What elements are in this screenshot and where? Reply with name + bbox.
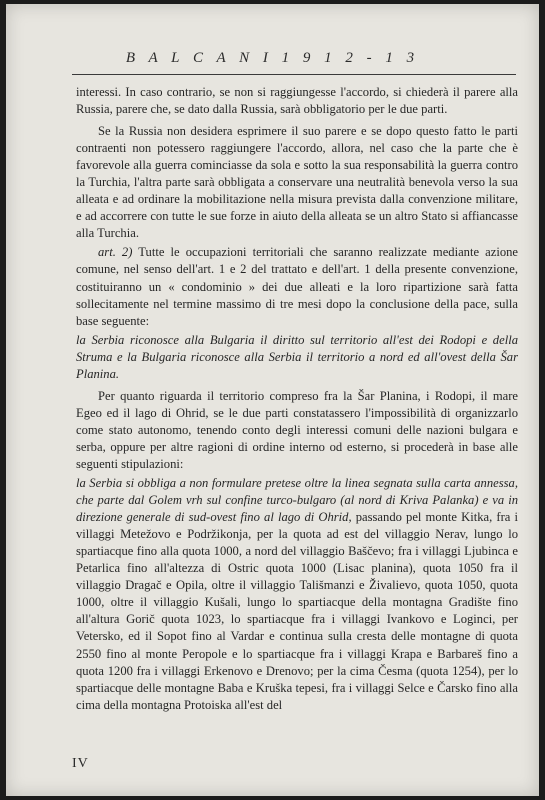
header-rule — [72, 74, 516, 75]
paragraph-5: Per quanto riguarda il territorio compreso fra la Šar Planina, i Rodopi, il mare Egeo ed il lago di Ohrid, se le due parti constatassero l'impossibilità di organizzarlo come stato autonomo, tenendo conto degli interessi comuni delle nazioni bulgara e serba, oppure per altre ragioni di ordine interno od esterno, si procederà in base alle seguenti stipulazioni: — [76, 388, 518, 471]
paragraph-6 — [76, 475, 518, 714]
article-number: art. 2) — [98, 245, 133, 260]
book-page — [6, 4, 539, 796]
paragraph-6-italic: la Serbia si obbliga a non formulare pretese oltre la linea segnata sulla carta annessa, che parte dal Golem vrh sul confine turco-bulgaro (al nord di Kriva Palanka) e va in direzione generale di sud-ovest fino al lago di Ohrid, — [76, 476, 518, 525]
paragraph-1: interessi. In caso contrario, se non si raggiungesse l'accordo, si chiederà il parere alla Russia, parere che, se dato dalla Russia, sarà obbligatorio per le due parti. — [76, 85, 518, 117]
paragraph-4: la Serbia riconosce alla Bulgaria il diritto sul territorio all'est dei Rodopi e della Struma e la Bulgaria riconosce alla Serbia il territorio a nord ed all'ovest della Šar Planina. — [76, 332, 518, 381]
page-number: IV — [72, 756, 89, 771]
paragraph-6-roman: passando pel monte Kitka, fra i villaggi Metežovo e Podržikonja, per la quota ad est del villaggio Nerav, lungo lo spartiacque fino alla quota 1000, a nord del villaggio Baščevo; fra i villaggi Ljubinca e Petarlica fino all'altezza di Ostric quota 1000 (Lisac planina), quota 1050 fra il villaggio Dragač e Opila, oltre il villaggio Tališmanzi e Živalievo, quota 1050, quota 1000, oltre il villaggio Kušali, lungo lo spartiacque della montagna Gradište fino all'altura Gorič quota 1023, lo spartiacque fra i villaggi Ivankovo e Loginci, per Vetersko, ed il Sopot fino al Vardar e continua sulla cresta delle montagne di quota 2550 fino al monte Peropole e lo spartiacque fra i villaggi Krapa e Barbareš fino a quota 1200 fra i villaggi Erkenovo e Drenovo; per la cima Česma (quota 1254), per lo spartiacque delle montagne Baba e Kruška tepesi, fra i villaggi Selce e Čarsko fino alla cima della montagna Protoiska all'est del — [76, 510, 518, 712]
paragraph-3 — [76, 244, 518, 329]
running-title: B A L C A N I 1 9 1 2 - 1 3 — [125, 50, 420, 66]
article-text: Tutte le occupazioni territoriali che saranno realizzate mediante azione comune, nel senso dell'art. 1 e 2 del trattato e dell'art. 1 della presente convenzione, costituiranno un « condominio » dei due alleati e la loro ripartizione sarà fatta sollecitamente nel termine massimo di tre mesi dopo la conclusione della pace, sulla base seguente: — [76, 245, 519, 328]
body-text — [76, 84, 518, 714]
paragraph-2: Se la Russia non desidera esprimere il suo parere e se dopo questo fatto le parti contraenti non potessero raggiungere l'accordo, allora, nel caso che la parte che è favorevole alla guerra cominciasse da sola e sotto la sua responsabilità la guerra contro la Turchia, l'altra parte sarà obbligata a conservare una neutralità benevola verso la sua alleata e ad ordinare la mobilitazione nella misura prevista dalla convenzione militare, e ad accorrere con tutte le sue forze in aiuto della alleata se un altro Stato si affiancasse alla Turchia. — [76, 124, 518, 241]
